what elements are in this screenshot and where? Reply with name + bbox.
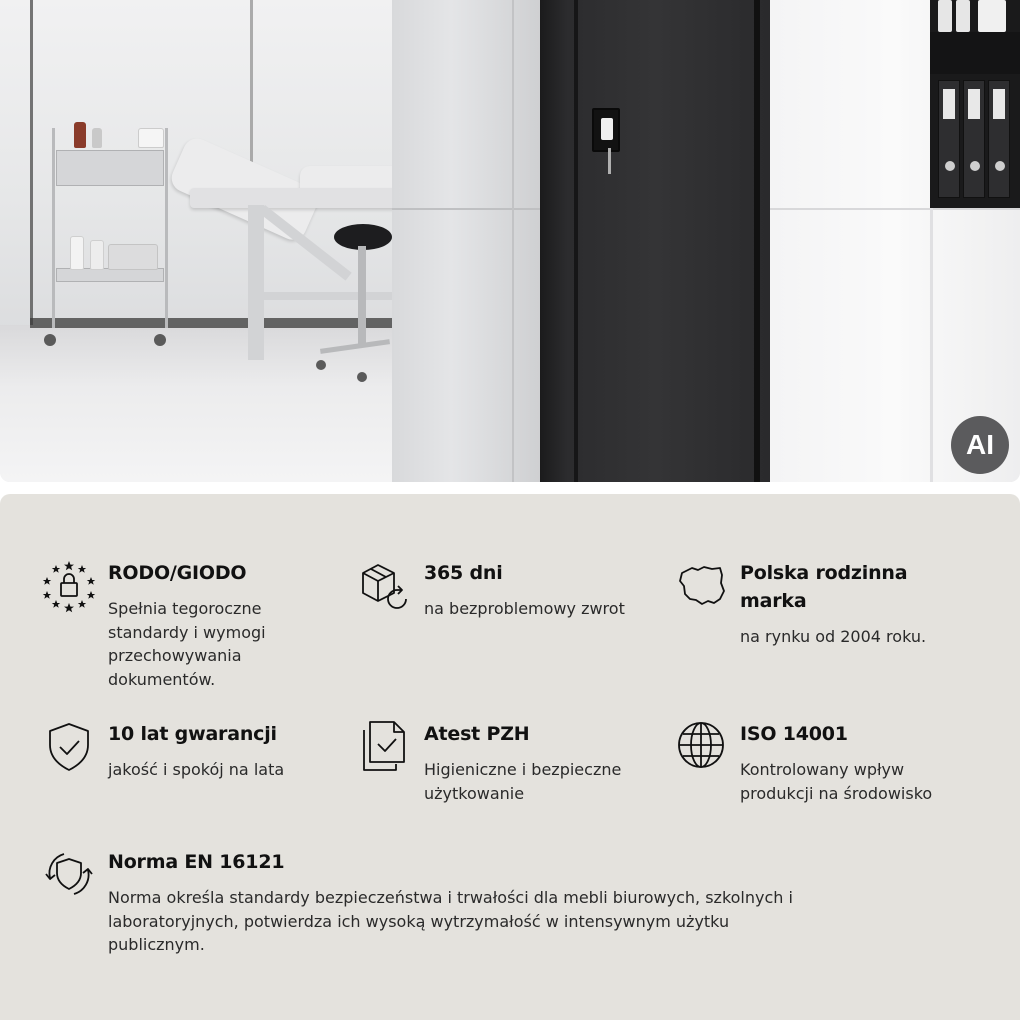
product-photo <box>0 0 1020 482</box>
box-return-icon <box>358 559 412 613</box>
features-panel <box>0 494 1020 1020</box>
black-locker <box>540 0 770 482</box>
grey-locker <box>392 0 540 482</box>
shield-check-icon <box>42 720 96 774</box>
feature-rodo <box>42 559 292 699</box>
binder-shelf <box>930 0 1020 208</box>
feature-title: RODO/GIODO <box>108 562 247 584</box>
feature-brand <box>674 559 974 669</box>
feature-description: jakość i spokój na lata <box>108 760 285 779</box>
feature-warranty <box>42 720 342 800</box>
gdpr-lock-stars-icon <box>42 559 96 613</box>
feature-description: na rynku od 2004 roku. <box>740 627 927 646</box>
ai-badge: AI <box>951 416 1009 474</box>
globe-icon <box>674 720 728 774</box>
feature-return <box>358 559 658 639</box>
feature-description: Kontrolowany wpływ produkcji na środowisko <box>740 760 933 803</box>
feature-en-16121 <box>42 848 842 968</box>
poland-map-icon <box>674 559 728 613</box>
document-check-icon <box>358 720 412 774</box>
feature-description: Higieniczne i bezpieczne użytkowanie <box>424 760 622 803</box>
feature-title: Atest PZH <box>424 723 530 745</box>
feature-title: 365 dni <box>424 562 503 584</box>
feature-title: Norma EN 16121 <box>108 851 285 873</box>
feature-title: 10 lat gwarancji <box>108 723 277 745</box>
glass-partition <box>30 0 33 330</box>
feature-pzh <box>358 720 658 810</box>
shield-refresh-icon <box>42 848 96 902</box>
lock-icon <box>592 108 620 152</box>
feature-description: Norma określa standardy bezpieczeństwa i trwałości dla mebli biurowych, szkolnych i laboratoryjnych, potwierdza ich wysoką wytrzymałość w intensywnym użytku publicznym. <box>108 888 793 954</box>
feature-description: na bezproblemowy zwrot <box>424 599 625 618</box>
feature-title: Polska rodzinna marka <box>740 562 908 612</box>
key-icon <box>608 148 611 174</box>
feature-description: Spełnia tegoroczne standardy i wymogi przechowywania dokumentów. <box>108 599 266 689</box>
feature-title: ISO 14001 <box>740 723 848 745</box>
feature-iso <box>674 720 974 810</box>
